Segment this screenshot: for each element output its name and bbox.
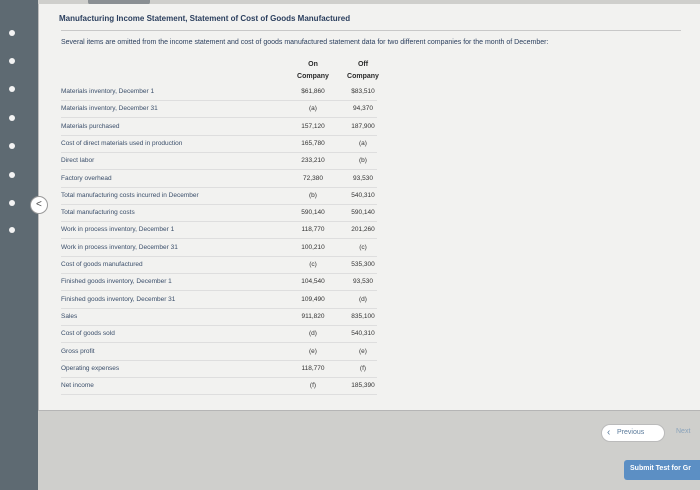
row-label: Finished goods inventory, December 1 — [61, 278, 172, 286]
table-row — [61, 382, 377, 394]
off-company-value: (b) — [359, 157, 367, 165]
on-company-value: $61,860 — [301, 88, 325, 95]
row-divider — [61, 394, 377, 395]
on-company-value: (a) — [309, 105, 317, 113]
row-divider — [61, 100, 377, 101]
row-label: Total manufacturing costs — [61, 209, 135, 217]
on-company-value: 100,210 — [301, 243, 325, 251]
table-row — [61, 140, 377, 152]
table-row — [61, 296, 377, 308]
column-header-on-line1: On — [308, 61, 318, 68]
question-dot[interactable] — [9, 30, 15, 36]
row-divider — [61, 273, 377, 274]
table-row — [61, 105, 377, 117]
table-row — [61, 88, 377, 100]
previous-button[interactable] — [601, 424, 665, 442]
on-company-value: (f) — [309, 382, 317, 390]
row-label: Net income — [61, 382, 94, 390]
off-company-value: 540,310 — [351, 330, 375, 338]
off-company-value: 540,310 — [351, 191, 375, 199]
table-row — [61, 365, 377, 377]
off-company-value: 835,100 — [351, 312, 375, 320]
off-company-value: (d) — [359, 295, 367, 303]
row-label: Operating expenses — [61, 364, 120, 372]
question-dot[interactable] — [9, 200, 15, 206]
table-row — [61, 278, 377, 290]
off-company-value: (e) — [359, 347, 367, 355]
table-row — [61, 330, 377, 342]
row-label: Work in process inventory, December 1 — [61, 226, 175, 234]
row-label: Total manufacturing costs incurred in December — [61, 191, 199, 199]
table-row — [61, 175, 377, 187]
table-row — [61, 123, 377, 135]
row-divider — [61, 290, 377, 291]
row-label: Factory overhead — [61, 174, 112, 182]
off-company-value: 187,900 — [351, 122, 375, 130]
on-company-value: (b) — [309, 191, 317, 199]
row-label: Cost of goods sold — [61, 330, 115, 338]
row-label: Work in process inventory, December 31 — [61, 243, 178, 251]
row-label: Finished goods inventory, December 31 — [61, 295, 176, 303]
off-company-value: 185,390 — [351, 382, 375, 390]
row-label: Cost of goods manufactured — [61, 261, 143, 268]
off-company-value: (a) — [359, 139, 367, 147]
table-row — [61, 348, 377, 360]
off-company-value: (c) — [359, 243, 367, 251]
question-panel — [38, 4, 700, 410]
title-divider — [61, 30, 681, 31]
question-dot[interactable] — [9, 115, 15, 121]
row-label: Sales — [61, 312, 78, 320]
row-divider — [61, 152, 377, 153]
on-company-value: (d) — [309, 330, 317, 338]
row-divider — [61, 238, 377, 239]
row-divider — [61, 377, 377, 378]
row-divider — [61, 117, 377, 118]
off-company-value: $83,510 — [351, 88, 375, 95]
table-row — [61, 209, 377, 221]
table-row — [61, 313, 377, 325]
row-divider — [61, 325, 377, 326]
footer-divider — [38, 410, 700, 411]
row-divider — [61, 169, 377, 170]
row-divider — [61, 342, 377, 343]
row-label: Direct labor — [61, 157, 95, 165]
row-divider — [61, 256, 377, 257]
on-company-value: 165,780 — [301, 139, 325, 147]
row-divider — [61, 187, 377, 188]
on-company-value: 157,120 — [301, 122, 325, 130]
question-dot[interactable] — [9, 172, 15, 178]
column-header-off-line2: Company — [347, 73, 379, 80]
off-company-value: (f) — [359, 364, 367, 372]
next-button[interactable]: Next — [676, 428, 691, 435]
on-company-value: (c) — [309, 261, 317, 268]
row-label: Materials inventory, December 1 — [61, 88, 155, 95]
table-row — [61, 192, 377, 204]
row-label: Materials inventory, December 31 — [61, 105, 158, 113]
submit-label: Submit Test for Gr — [630, 465, 691, 472]
column-header-off-line1: Off — [357, 61, 369, 68]
off-company-value: 94,370 — [353, 105, 373, 113]
submit-test-button[interactable] — [624, 460, 700, 480]
row-label: Gross profit — [61, 347, 95, 355]
table-row — [61, 244, 377, 256]
question-nav-rail — [0, 0, 38, 490]
row-divider — [61, 135, 377, 136]
instructions-text: Several items are omitted from the income statement and cost of goods manufactured statement data for two different companies for the month of December: — [61, 39, 549, 46]
on-company-value: 109,490 — [301, 295, 325, 303]
off-company-value: 201,260 — [351, 226, 375, 234]
on-company-value: 118,770 — [301, 364, 325, 372]
off-company-value: 535,300 — [351, 261, 375, 268]
question-dot[interactable] — [9, 86, 15, 92]
on-company-value: 104,540 — [301, 278, 325, 286]
off-company-value: 590,140 — [351, 209, 375, 217]
on-company-value: 590,140 — [301, 209, 325, 217]
page-title: Manufacturing Income Statement, Statement of Cost of Goods Manufactured — [59, 14, 351, 23]
chevron-left-icon: ‹ — [607, 427, 611, 438]
off-company-value: 93,530 — [353, 278, 373, 286]
row-divider — [61, 308, 377, 309]
off-company-value: 93,530 — [353, 174, 373, 182]
question-dot[interactable] — [9, 58, 15, 64]
on-company-value: 118,770 — [301, 226, 325, 234]
row-label: Cost of direct materials used in production — [61, 139, 183, 147]
previous-label: Previous — [617, 429, 645, 436]
column-header-on-line2: Company — [297, 73, 329, 80]
question-dot[interactable] — [9, 143, 15, 149]
on-company-value: (e) — [309, 347, 317, 355]
back-button[interactable] — [30, 196, 48, 214]
row-divider — [61, 204, 377, 205]
question-dot[interactable] — [9, 227, 15, 233]
on-company-value: 233,210 — [301, 157, 325, 165]
row-label: Materials purchased — [61, 122, 120, 130]
on-company-value: 911,820 — [301, 312, 325, 320]
table-row — [61, 261, 377, 273]
on-company-value: 72,380 — [303, 174, 323, 182]
table-row — [61, 157, 377, 169]
row-divider — [61, 221, 377, 222]
table-row — [61, 226, 377, 238]
chevron-left-icon: < — [36, 199, 42, 210]
row-divider — [61, 360, 377, 361]
